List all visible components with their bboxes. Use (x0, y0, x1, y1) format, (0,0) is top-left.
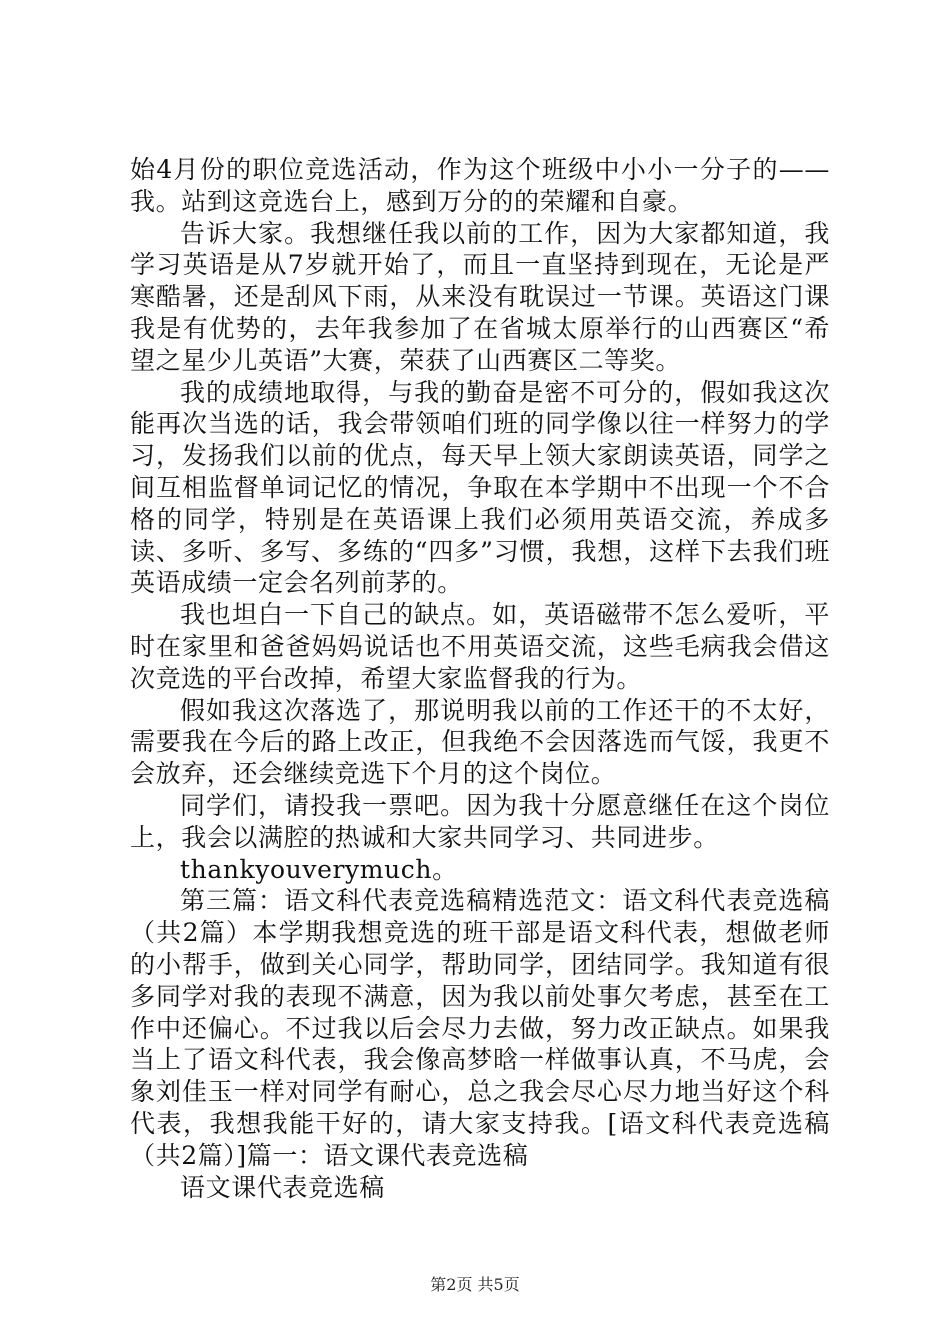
paragraph-plan: 我的成绩地取得，与我的勤奋是密不可分的，假如我这次能再次当选的话，我会带领咱们班的同学像以往一样努力的学习，发扬我们以前的优点，每天早上领大家朗读英语，同学之间互相监督单词记忆的情况，争取在本学期中不出现一个不合格的同学，特别是在英语课上我们必须用英语交流，养成多读、多听、多写、多练的“四多”习惯，我想，这样下去我们班英语成绩一定会名列前茅的。 (130, 377, 830, 598)
paragraph-vote-request: 同学们，请投我一票吧。因为我十分愿意继任在这个岗位上，我会以满腔的热诚和大家共同学习、共同进步。 (130, 790, 830, 852)
page-number-footer: 第2页 共5页 (430, 1275, 520, 1294)
paragraph-shortcomings: 我也坦白一下自己的缺点。如，英语磁带不怎么爱听，平时在家里和爸爸妈妈说话也不用英语交流，这些毛病我会借这次竞选的平台改掉，希望大家监督我的行为。 (130, 600, 830, 693)
paragraph-section-title: 语文课代表竞选稿 (180, 1172, 385, 1202)
paragraph-third-article: 第三篇：语文科代表竞选稿精选范文：语文科代表竞选稿（共2篇）本学期我想竞选的班干部是语文科代表，想做老师的小帮手，做到关心同学，帮助同学，团结同学。我知道有很多同学对我的表现不满意，因为我以前处事欠考虑，甚至在工作中还偏心。不过我以后会尽力去做，努力改正缺点。如果我当上了语文科代表，我会像高梦晗一样做事认真，不马虎，会象刘佳玉一样对同学有耐心，总之我会尽心尽力地当好这个科代表，我想我能干好的，请大家支持我。[语文科代表竞选稿（共2篇）]篇一：语文课代表竞选稿 (130, 886, 830, 1170)
paragraph-thanks: thankyouverymuch。 (180, 854, 458, 884)
document-body (130, 154, 830, 1203)
paragraph-experience: 告诉大家。我想继任我以前的工作，因为大家都知道，我学习英语是从7岁就开始了，而且一直坚持到现在，无论是严寒酷暑，还是刮风下雨，从来没有耽误过一节课。英语这门课我是有优势的，去年我参加了在省城太原举行的山西赛区“希望之星少儿英语”大赛，荣获了山西赛区二等奖。 (130, 218, 830, 375)
paragraph-continuation: 始4月份的职位竞选活动，作为这个班级中小小一分子的——我。站到这竞选台上，感到万分的的荣耀和自豪。 (130, 155, 830, 216)
paragraph-if-not-elected: 假如我这次落选了，那说明我以前的工作还干的不太好，需要我在今后的路上改正，但我绝不会因落选而气馁，我更不会放弃，还会继续竞选下个月的这个岗位。 (130, 695, 830, 789)
